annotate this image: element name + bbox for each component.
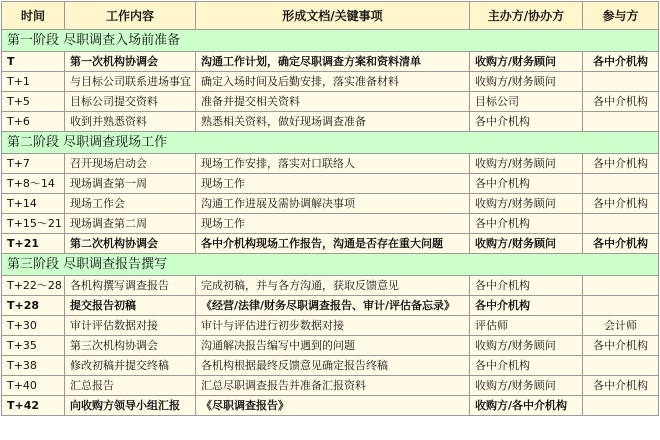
cell-host: 各中介机构 — [470, 112, 583, 132]
cell-work: 召开现场启动会 — [65, 154, 196, 174]
cell-work: 各机构撰写调查报告 — [65, 276, 196, 296]
table-row — [2, 92, 659, 112]
cell-host: 收购方/财务顾问 — [470, 72, 583, 92]
phase-title: 第三阶段 尽职调查报告撰写 — [2, 254, 659, 276]
cell-part — [583, 72, 659, 92]
cell-part — [583, 112, 659, 132]
cell-host: 收购方/财务顾问 — [470, 234, 583, 254]
cell-part: 各中介机构 — [583, 154, 659, 174]
table-row — [2, 356, 659, 376]
cell-part — [583, 396, 659, 416]
cell-part — [583, 296, 659, 316]
cell-docs: 确定入场时间及后勤安排，落实准备材料 — [196, 72, 470, 92]
cell-time: T+30 — [2, 316, 65, 336]
table-row — [2, 214, 659, 234]
cell-host: 收购方/财务顾问 — [470, 52, 583, 72]
cell-time: T+38 — [2, 356, 65, 376]
cell-time: T+8～14 — [2, 174, 65, 194]
table-row — [2, 154, 659, 174]
cell-host: 各中介机构 — [470, 276, 583, 296]
cell-part — [583, 356, 659, 376]
cell-time: T+22～28 — [2, 276, 65, 296]
cell-work: 提交报告初稿 — [65, 296, 196, 316]
cell-work: 现场工作会 — [65, 194, 196, 214]
table-row — [2, 112, 659, 132]
cell-host: 收购方/财务顾问 — [470, 376, 583, 396]
cell-work: 目标公司提交资料 — [65, 92, 196, 112]
cell-docs: 现场工作 — [196, 214, 470, 234]
cell-part: 各中介机构 — [583, 376, 659, 396]
table-row — [2, 336, 659, 356]
cell-host: 目标公司 — [470, 92, 583, 112]
cell-docs: 《经营/法律/财务尽职调查报告、审计/评估备忘录》 — [196, 296, 470, 316]
cell-part: 各中介机构 — [583, 52, 659, 72]
cell-time: T+28 — [2, 296, 65, 316]
cell-time: T — [2, 52, 65, 72]
cell-work: 第二次机构协调会 — [65, 234, 196, 254]
header-work: 工作内容 — [65, 2, 196, 30]
cell-host: 评估师 — [470, 316, 583, 336]
table-header — [2, 2, 659, 30]
table-row — [2, 72, 659, 92]
cell-work: 现场调查第二周 — [65, 214, 196, 234]
cell-work: 第三次机构协调会 — [65, 336, 196, 356]
cell-work: 审计评估数据对接 — [65, 316, 196, 336]
cell-part: 各中介机构 — [583, 194, 659, 214]
cell-part — [583, 214, 659, 234]
cell-work: 汇总报告 — [65, 376, 196, 396]
table-row — [2, 194, 659, 214]
cell-docs: 沟通工作进展及需协调解决事项 — [196, 194, 470, 214]
cell-time: T+40 — [2, 376, 65, 396]
cell-docs: 各机构根据最终反馈意见确定报告终稿 — [196, 356, 470, 376]
phase-header-row — [2, 30, 659, 52]
cell-work: 收到并熟悉资料 — [65, 112, 196, 132]
cell-time: T+1 — [2, 72, 65, 92]
table-row — [2, 396, 659, 416]
cell-docs: 审计与评估进行初步数据对接 — [196, 316, 470, 336]
cell-docs: 准备并提交相关资料 — [196, 92, 470, 112]
cell-part — [583, 174, 659, 194]
cell-docs: 沟通工作计划，确定尽职调查方案和资料清单 — [196, 52, 470, 72]
cell-docs: 熟悉相关资料，做好现场调查准备 — [196, 112, 470, 132]
cell-time: T+7 — [2, 154, 65, 174]
cell-time: T+42 — [2, 396, 65, 416]
schedule-table — [1, 1, 659, 416]
cell-docs: 各中介机构现场工作报告，沟通是否存在重大问题 — [196, 234, 470, 254]
cell-docs: 《尽职调查报告》 — [196, 396, 470, 416]
cell-host: 各中介机构 — [470, 356, 583, 376]
cell-host: 各中介机构 — [470, 296, 583, 316]
header-host: 主办方/协办方 — [470, 2, 583, 30]
cell-work: 第一次机构协调会 — [65, 52, 196, 72]
phase-title: 第二阶段 尽职调查现场工作 — [2, 132, 659, 154]
cell-work: 现场调查第一周 — [65, 174, 196, 194]
phase-header-row — [2, 132, 659, 154]
header-participants: 参与方 — [583, 2, 659, 30]
cell-host: 收购方/财务顾问 — [470, 194, 583, 214]
table-body — [2, 30, 659, 416]
cell-part: 各中介机构 — [583, 336, 659, 356]
cell-docs: 完成初稿，并与各方沟通，获取反馈意见 — [196, 276, 470, 296]
table-row — [2, 276, 659, 296]
cell-part: 会计师 — [583, 316, 659, 336]
cell-docs: 现场工作安排，落实对口联络人 — [196, 154, 470, 174]
cell-time: T+14 — [2, 194, 65, 214]
cell-work: 向收购方领导小组汇报 — [65, 396, 196, 416]
cell-part: 各中介机构 — [583, 234, 659, 254]
cell-docs: 现场工作 — [196, 174, 470, 194]
phase-title: 第一阶段 尽职调查入场前准备 — [2, 30, 659, 52]
table-row — [2, 296, 659, 316]
table-row — [2, 234, 659, 254]
table-row — [2, 52, 659, 72]
cell-time: T+6 — [2, 112, 65, 132]
cell-time: T+5 — [2, 92, 65, 112]
cell-host: 收购方/各中介机构 — [470, 396, 583, 416]
header-time: 时间 — [2, 2, 65, 30]
cell-time: T+15～21 — [2, 214, 65, 234]
cell-host: 各中介机构 — [470, 174, 583, 194]
cell-part — [583, 276, 659, 296]
cell-time: T+35 — [2, 336, 65, 356]
header-docs: 形成文档/关键事项 — [196, 2, 470, 30]
table-row — [2, 376, 659, 396]
cell-work: 与目标公司联系进场事宜 — [65, 72, 196, 92]
cell-part: 各中介机构 — [583, 92, 659, 112]
table-row — [2, 174, 659, 194]
cell-work: 修改初稿并提交终稿 — [65, 356, 196, 376]
cell-host: 收购方/财务顾问 — [470, 154, 583, 174]
cell-docs: 沟通解决报告编写中遇到的问题 — [196, 336, 470, 356]
cell-time: T+21 — [2, 234, 65, 254]
cell-docs: 汇总尽职调查报告并准备汇报资料 — [196, 376, 470, 396]
cell-host: 收购方/财务顾问 — [470, 336, 583, 356]
phase-header-row — [2, 254, 659, 276]
table-row — [2, 316, 659, 336]
cell-host: 各中介机构 — [470, 214, 583, 234]
